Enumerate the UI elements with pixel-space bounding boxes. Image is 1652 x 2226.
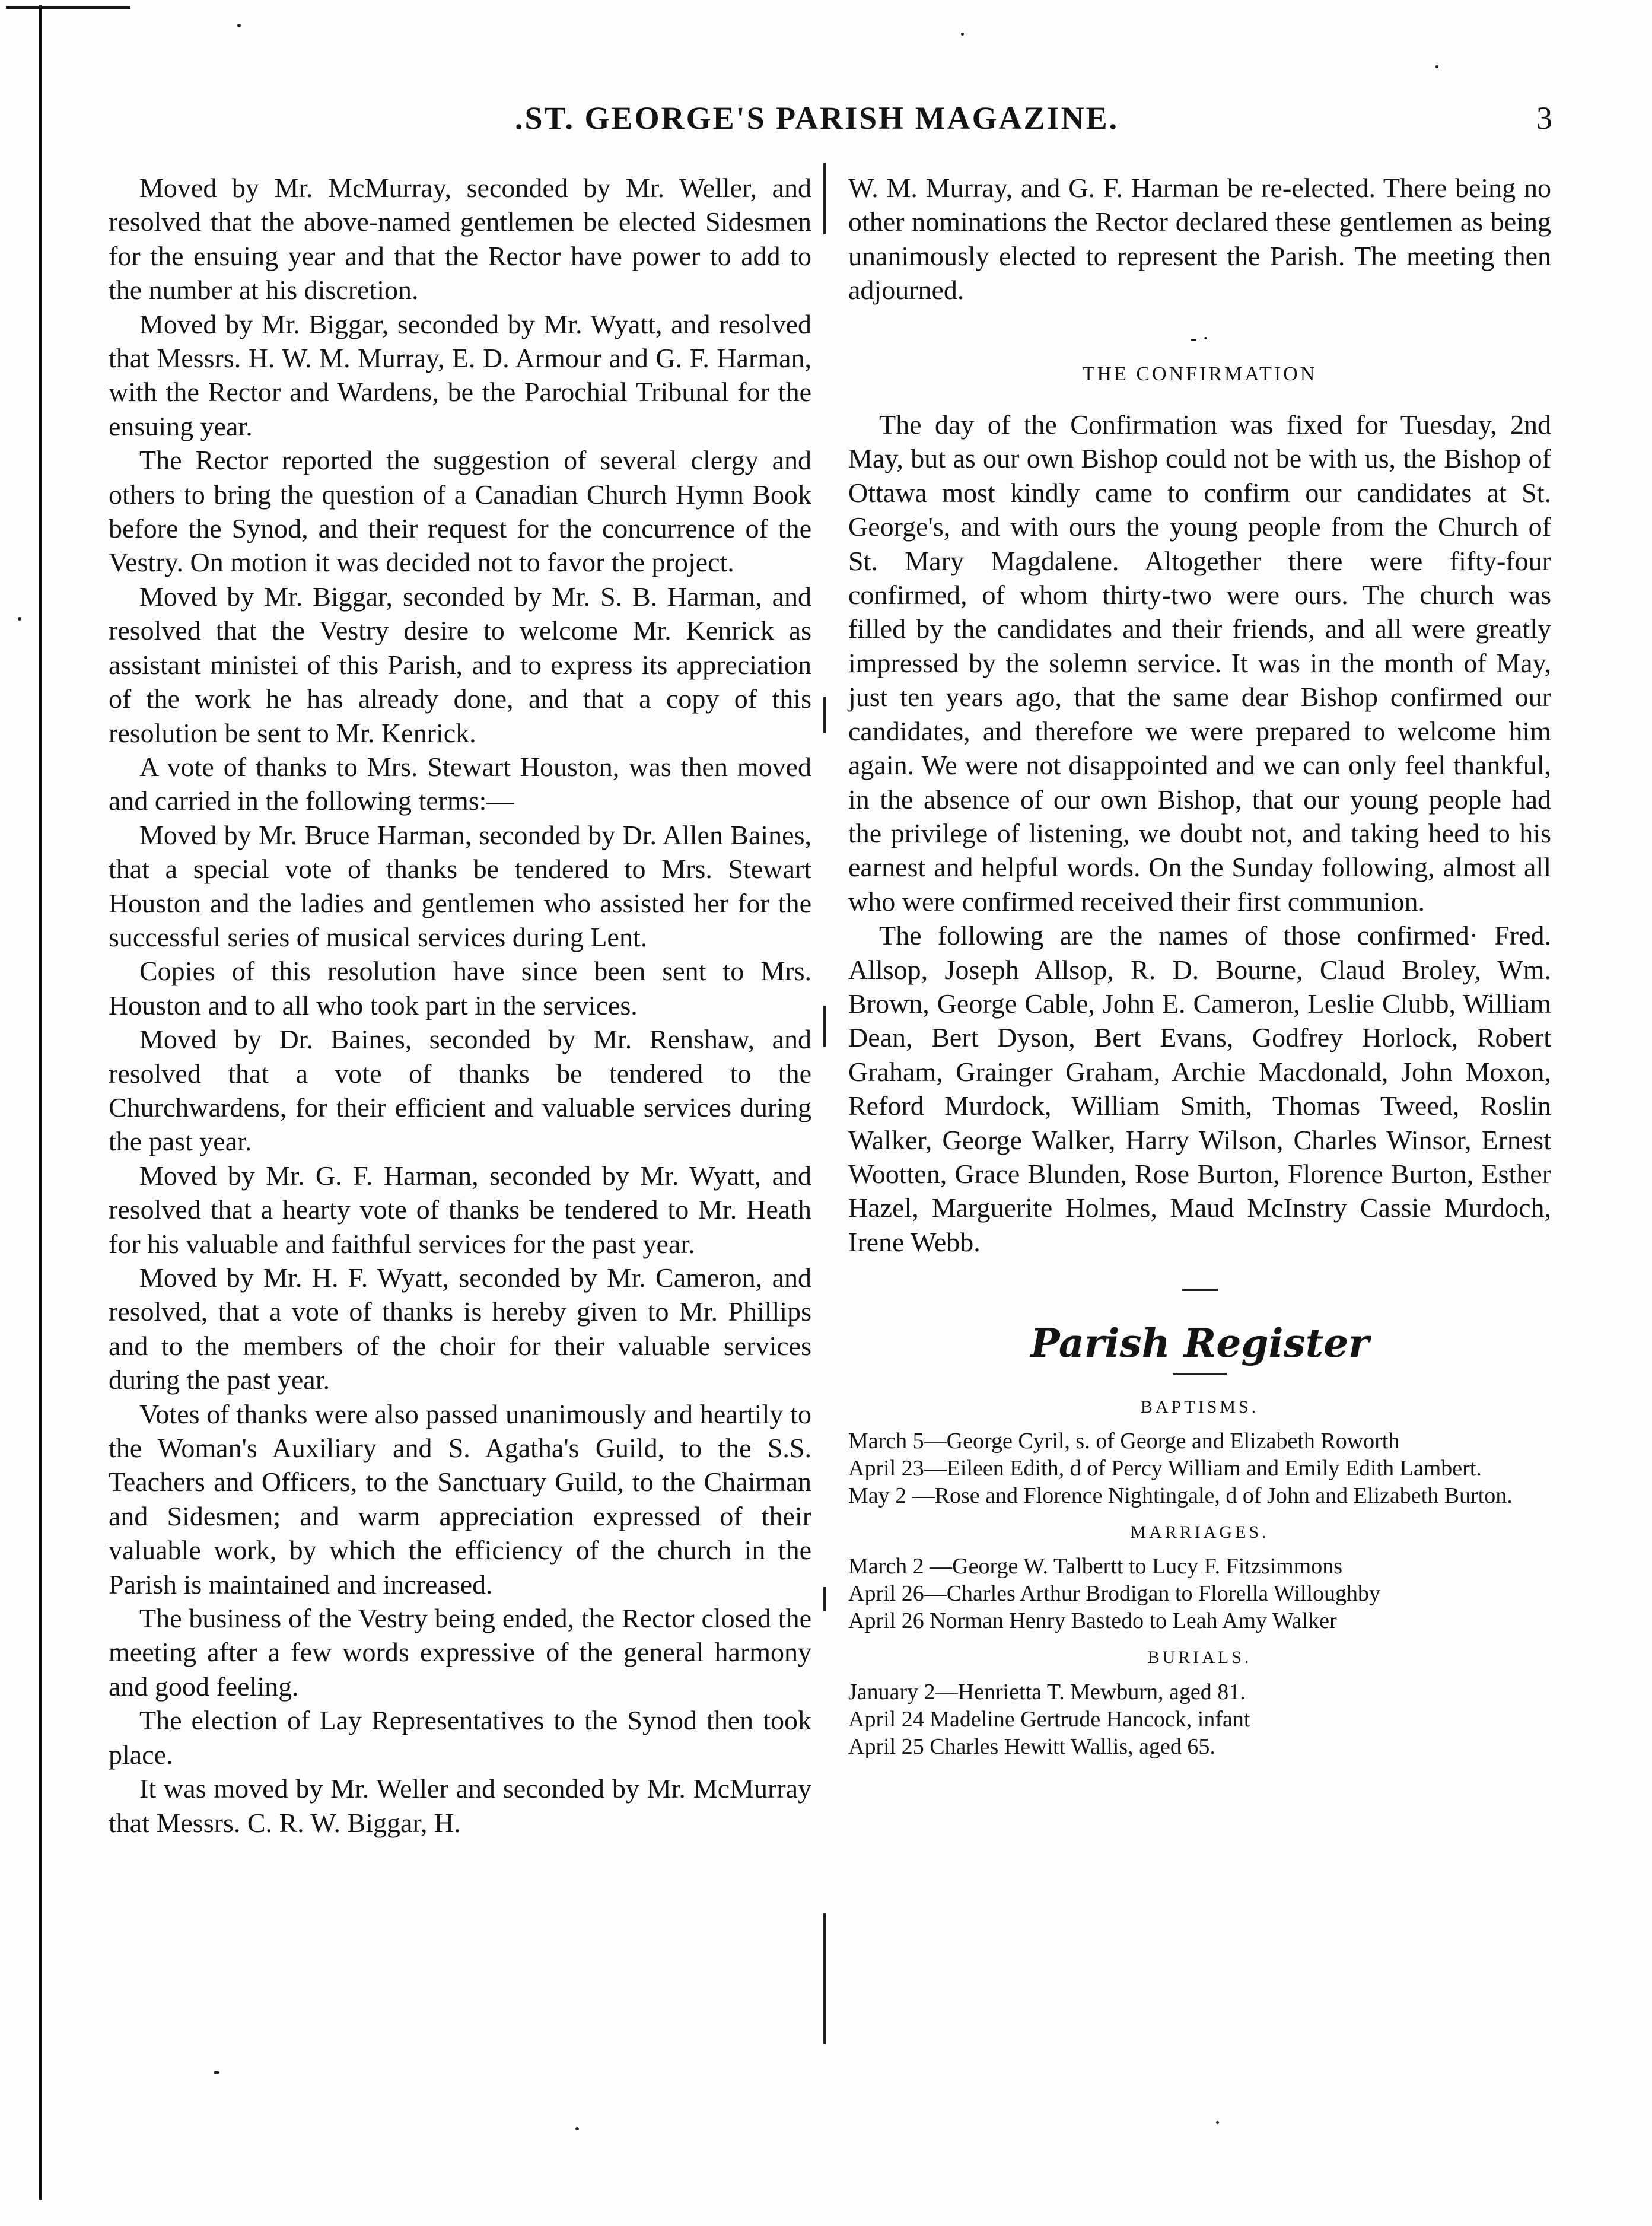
section-rule: [1182, 1289, 1218, 1291]
print-speck: [1435, 65, 1438, 68]
confirmation-heading: THE CONFIRMATION: [1082, 362, 1317, 385]
section-rule: [1173, 1373, 1227, 1375]
print-speck: [961, 33, 964, 36]
register-entry: April 24 Madeline Gertrude Hancock, infant: [848, 1706, 1250, 1732]
continuation-paragraph: W. M. Murray, and G. F. Harman be re-elected. There being no other nominations the Rector declared these gentlemen as being unanimously elected to represent the Parish. The meeting then adjourned.: [848, 173, 1551, 306]
burials-heading: BURIALS.: [1147, 1648, 1252, 1668]
paragraph: The Rector reported the suggestion of several clergy and others to bring the question of a Canadian Church Hymn Book before the Synod, and their request for the concurrence of the Vestry. On motion it was decided not to favor the project.: [109, 445, 811, 578]
print-speck: [214, 2071, 219, 2074]
paragraph: The following are the names of those confirmed· Fred. Allsop, Joseph Allsop, R. D. Bourne, Claud Broley, Wm. Brown, George Cable, John E. Cameron, Leslie Clubb, William Dean, Bert Dyson, Bert Evans, Godfrey Horlock, Robert Graham, Grainger Graham, Archie Macdonald, John Moxon, Reford Murdock, William Smith, Thomas Tweed, Roslin Walker, George Walker, Harry Wilson, Charles Winsor, Ernest Wootten, Grace Blunden, Rose Burton, Florence Burton, Esther Hazel, Marguerite Holmes, Maud McInstry Cassie Murdoch, Irene Webb.: [848, 920, 1551, 1257]
print-speck: [237, 24, 241, 27]
paragraph: The day of the Confirmation was fixed for Tuesday, 2nd May, but as our own Bishop could not be with us, the Bishop of Ottawa most kindly came to confirm our candidates at St. George's, and with ours the young people from the Church of St. Mary Magdalene. Altogether there were fifty-four confirmed, of whom thirty-two were ours. The church was filled by the candidates and their friends, and all were greatly impressed by the solemn service. It was in the month of May, just ten years ago, that the same dear Bishop confirmed our candidates, and therefore we were prepared to welcome him again. We were not disappointed and we can only feel thankful, in the absence of our own Bishop, that our young people had the privilege of listening, we doubt not, and taking heed to his earnest and helpful words. On the Sunday following, almost all who were confirmed received their first communion.: [848, 409, 1551, 917]
paragraph: The election of Lay Representatives to the Synod then took place.: [109, 1705, 811, 1770]
corner-rule: [6, 6, 130, 9]
print-speck: [575, 2127, 579, 2130]
register-entry: April 25 Charles Hewitt Wallis, aged 65.: [848, 1734, 1215, 1759]
marriages-heading: MARRIAGES.: [1130, 1522, 1269, 1542]
paragraph: Moved by Mr. H. F. Wyatt, seconded by Mr. Cameron, and resolved, that a vote of thanks is hereby given to Mr. Phillips and to the members of the choir for their valuable services during the past year.: [109, 1263, 811, 1395]
paragraph: Moved by Mr. McMurray, seconded by Mr. Weller, and resolved that the above-named gentlemen be elected Sidesmen for the ensuing year and that the Rector have power to add to the number at his discretion.: [109, 173, 811, 306]
paragraph: Copies of this resolution have since been sent to Mrs. Houston and to all who took part in the services.: [109, 956, 811, 1020]
paragraph: Moved by Mr. G. F. Harman, seconded by Mr. Wyatt, and resolved that a hearty vote of thanks be tendered to Mr. Heath for his valuable and faithful services for the past year.: [109, 1160, 811, 1259]
separator: - ·: [1190, 327, 1209, 349]
page-header: [0, 100, 1652, 147]
register-entry: March 5—George Cyril, s. of George and Elizabeth Roworth: [848, 1429, 1400, 1454]
page-number: 3: [1536, 100, 1552, 136]
paragraph: Moved by Mr. Bruce Harman, seconded by Dr. Allen Baines, that a special vote of thanks be tendered to Mrs. Stewart Houston and the ladies and gentlemen who assisted her for the successful series of musical services during Lent.: [109, 819, 811, 952]
register-entry: January 2—Henrietta T. Mewburn, aged 81.: [848, 1679, 1246, 1705]
page-margin-rule: [39, 5, 42, 2200]
register-entry: April 26—Charles Arthur Brodigan to Florella Willoughby: [848, 1581, 1381, 1607]
magazine-title: .ST. GEORGE'S PARISH MAGAZINE.: [515, 100, 1119, 136]
column-divider: [823, 163, 826, 2044]
paragraph: Votes of thanks were also passed unanimously and heartily to the Woman's Auxiliary and S. Agatha's Guild, to the S.S. Teachers and Officers, to the Sanctuary Guild, to the Chairman and Sidesmen; and warm appreciation expressed of their valuable work, by which the efficiency of the church in the Parish is maintained and increased.: [109, 1398, 811, 1599]
print-speck: [1216, 2121, 1219, 2124]
left-column: [109, 171, 811, 1840]
print-speck: [18, 617, 21, 621]
paragraph: The business of the Vestry being ended, the Rector closed the meeting after a few words expressive of the general harmony and good feeling.: [109, 1603, 811, 1702]
right-column: [848, 171, 1551, 1760]
paragraph: Moved by Mr. Biggar, seconded by Mr. Wyatt, and resolved that Messrs. H. W. M. Murray, E. D. Armour and G. F. Harman, with the Rector and Wardens, be the Parochial Tribunal for the ensuing year.: [109, 309, 811, 441]
register-title: Parish Register: [1030, 1320, 1370, 1367]
paragraph: It was moved by Mr. Weller and seconded by Mr. McMurray that Messrs. C. R. W. Biggar, H.: [109, 1773, 811, 1838]
paragraph: Moved by Mr. Biggar, seconded by Mr. S. B. Harman, and resolved that the Vestry desire to welcome Mr. Kenrick as assistant ministei of this Parish, and to express its appreciation of the work he has already done, and that a copy of this resolution be sent to Mr. Kenrick.: [109, 581, 811, 748]
register-entry: April 23—Eileen Edith, d of Percy William and Emily Edith Lambert.: [848, 1456, 1482, 1481]
baptisms-heading: BAPTISMS.: [1140, 1397, 1259, 1417]
register-entry: April 26 Norman Henry Bastedo to Leah Amy Walker: [848, 1608, 1337, 1634]
paragraph: Moved by Dr. Baines, seconded by Mr. Renshaw, and resolved that a vote of thanks be tendered to the Churchwardens, for their efficient and valuable services during the past year.: [109, 1024, 811, 1157]
register-entry: May 2 —Rose and Florence Nightingale, d of John and Elizabeth Burton.: [848, 1483, 1513, 1508]
paragraph: A vote of thanks to Mrs. Stewart Houston, was then moved and carried in the following terms:—: [109, 751, 811, 816]
register-entry: March 2 —George W. Talbertt to Lucy F. Fitzsimmons: [848, 1554, 1343, 1579]
